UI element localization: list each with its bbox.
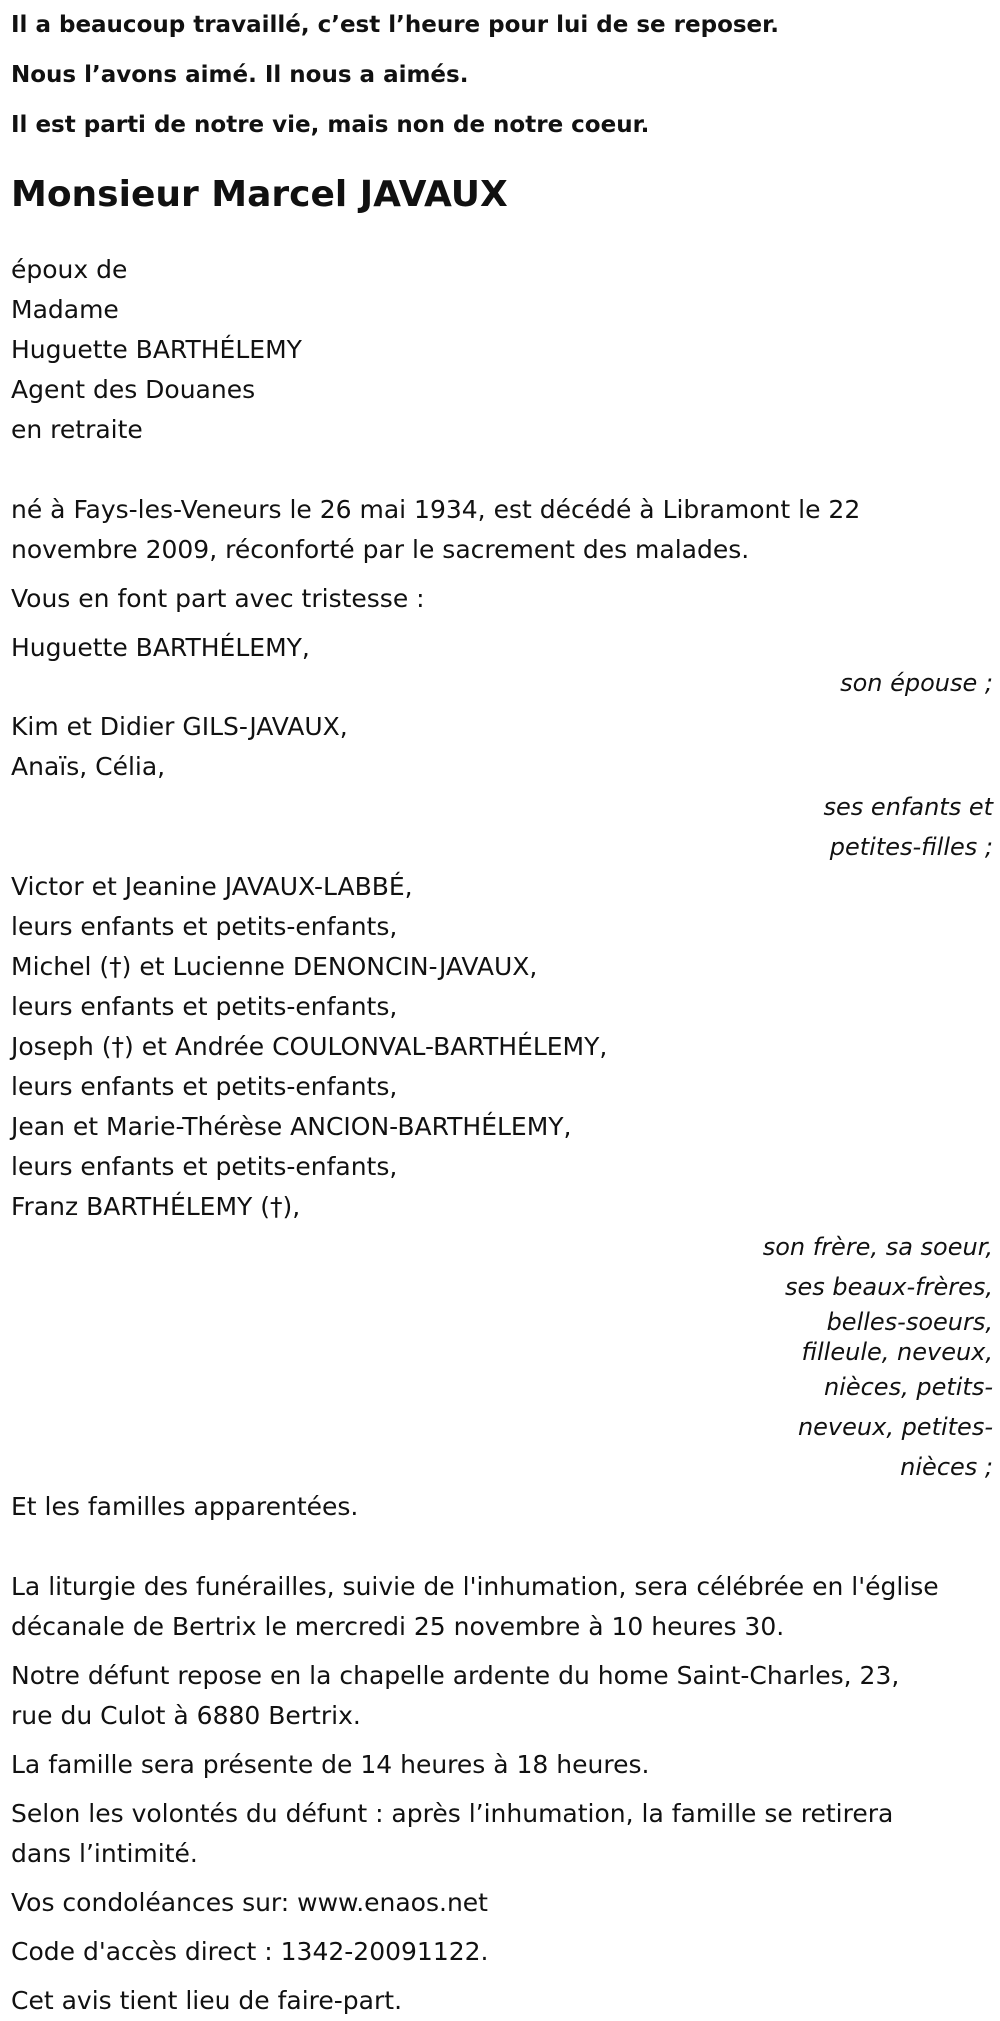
- presence-line: La famille sera présente de 14 heures à 18 heures.: [11, 1750, 650, 1779]
- family-children: Kim et Didier GILS-JAVAUX,: [11, 712, 348, 741]
- sibling-line: leurs enfants et petits-enfants,: [11, 992, 398, 1021]
- wishes-line: dans l’intimité.: [11, 1839, 198, 1868]
- spouse-line: en retraite: [11, 415, 143, 444]
- siblings-role-block: [11, 1227, 993, 1487]
- family-children-role: petites-filles ;: [829, 833, 993, 861]
- motto-line: Il a beaucoup travaillé, c’est l’heure pour lui de se reposer.: [11, 12, 779, 38]
- family-spouse-name: Huguette BARTHÉLEMY,: [11, 633, 310, 662]
- motto-line: Il est parti de notre vie, mais non de notre coeur.: [11, 112, 650, 138]
- sibling-line: leurs enfants et petits-enfants,: [11, 1152, 398, 1181]
- siblings-block: [11, 867, 993, 1227]
- siblings-role-line: ses beaux-frères,: [784, 1273, 993, 1301]
- spouse-line: époux de: [11, 255, 128, 284]
- siblings-role-line: filleule, neveux,: [801, 1338, 993, 1366]
- spouse-block: [11, 250, 993, 450]
- wishes-line: Selon les volontés du défunt : après l’inhumation, la famille se retirera: [11, 1799, 894, 1828]
- obituary-notice: [11, 0, 993, 2021]
- siblings-role-line: nièces ;: [900, 1453, 993, 1481]
- rest-line: Notre défunt repose en la chapelle ardente du home Saint-Charles, 23,: [11, 1661, 900, 1690]
- condolences-line: Vos condoléances sur: www.enaos.net: [11, 1888, 488, 1917]
- liturgy-line: décanale de Bertrix le mercredi 25 novembre à 10 heures 30.: [11, 1612, 785, 1641]
- siblings-role-line: nièces, petits-: [823, 1373, 993, 1401]
- sibling-line: Jean et Marie-Thérèse ANCION-BARTHÉLEMY,: [11, 1112, 572, 1141]
- related-families: Et les familles apparentées.: [11, 1492, 359, 1521]
- siblings-role-line: son frère, sa soeur,: [762, 1233, 993, 1261]
- sibling-line: Victor et Jeanine JAVAUX-LABBÉ,: [11, 872, 413, 901]
- notice-line: Cet avis tient lieu de faire-part.: [11, 1986, 403, 2015]
- spouse-line: Agent des Douanes: [11, 375, 256, 404]
- birth-death-line: né à Fays-les-Veneurs le 26 mai 1934, est décédé à Libramont le 22: [11, 495, 861, 524]
- spouse-line: Madame: [11, 295, 119, 324]
- announce-line: Vous en font part avec tristesse :: [11, 584, 425, 613]
- sibling-line: leurs enfants et petits-enfants,: [11, 1072, 398, 1101]
- siblings-role-line: belles-soeurs,: [826, 1308, 993, 1336]
- family-spouse-role: son épouse ;: [840, 669, 993, 697]
- rest-line: rue du Culot à 6880 Bertrix.: [11, 1701, 361, 1730]
- sibling-line: Michel (†) et Lucienne DENONCIN-JAVAUX,: [11, 952, 538, 981]
- birth-death-line: novembre 2009, réconforté par le sacrement des malades.: [11, 535, 750, 564]
- sibling-line: leurs enfants et petits-enfants,: [11, 912, 398, 941]
- access-code-line: Code d'accès direct : 1342-20091122.: [11, 1937, 489, 1966]
- motto-block: [11, 0, 993, 150]
- family-grandchildren: Anaïs, Célia,: [11, 752, 166, 781]
- siblings-role-line: neveux, petites-: [797, 1413, 993, 1441]
- sibling-line: Franz BARTHÉLEMY (†),: [11, 1192, 301, 1221]
- liturgy-line: La liturgie des funérailles, suivie de l'inhumation, sera célébrée en l'église: [11, 1572, 939, 1601]
- deceased-name: Monsieur Marcel JAVAUX: [11, 174, 508, 215]
- motto-line: Nous l’avons aimé. Il nous a aimés.: [11, 62, 469, 88]
- spouse-line: Huguette BARTHÉLEMY: [11, 335, 302, 364]
- sibling-line: Joseph (†) et Andrée COULONVAL-BARTHÉLEMY,: [11, 1032, 608, 1061]
- family-children-role: ses enfants et: [823, 793, 993, 821]
